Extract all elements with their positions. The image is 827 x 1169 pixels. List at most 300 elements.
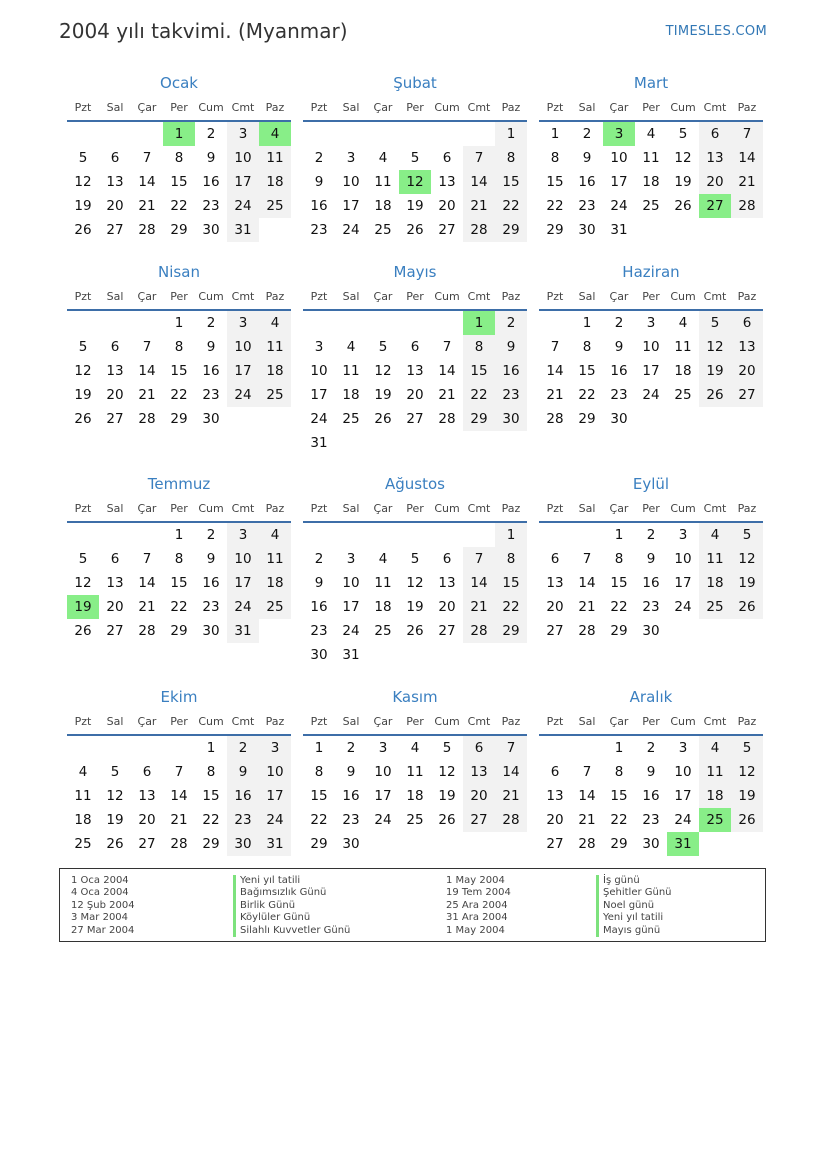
day-cell: 29: [170, 411, 188, 427]
day-cell: 14: [463, 571, 495, 595]
day-cell: 2: [206, 527, 216, 543]
legend-date: 31 Ara 2004: [446, 912, 508, 924]
day-cell: 21: [438, 387, 456, 403]
day-cell: 10: [342, 575, 360, 591]
day-cell: 18: [374, 599, 392, 615]
weekday-label: Per: [406, 101, 424, 114]
day-cell: 5: [410, 150, 420, 166]
day-cell: 1: [614, 740, 624, 756]
empty-day-cell: [367, 431, 399, 455]
weekday-label: Pzt: [74, 101, 92, 114]
empty-day-cell: [367, 523, 399, 547]
day-cell: 22: [610, 599, 628, 615]
day-cell: 3: [227, 523, 259, 547]
week-row: [539, 571, 763, 595]
weekday-label: Sal: [106, 502, 124, 515]
page-title: 2004 yılı takvimi. (Myanmar): [59, 19, 348, 43]
weekday-label: Paz: [265, 502, 285, 515]
day-cell: 8: [174, 150, 184, 166]
day-cell: 11: [642, 150, 660, 166]
empty-day-cell: [699, 832, 731, 856]
day-cell: 6: [699, 122, 731, 146]
day-cell: 28: [138, 623, 156, 639]
legend-date: 1 Oca 2004: [71, 875, 129, 886]
day-cell: 6: [142, 764, 152, 780]
day-cell: 8: [174, 339, 184, 355]
day-cell: 26: [74, 411, 92, 427]
empty-day-cell: [463, 643, 495, 667]
weekday-label: Sal: [578, 101, 596, 114]
day-cell: 11: [342, 363, 360, 379]
legend-date: 27 Mar 2004: [71, 924, 135, 936]
day-cell: 9: [227, 760, 259, 784]
day-cell: 16: [495, 359, 527, 383]
day-cell: 16: [202, 174, 220, 190]
day-cell: 18: [406, 788, 424, 804]
day-cell: 13: [699, 146, 731, 170]
empty-day-cell: [463, 122, 495, 146]
day-cell: 6: [550, 551, 560, 567]
day-cell: 22: [495, 595, 527, 619]
weekday-label: Cmt: [467, 502, 491, 515]
weekday-label: Cum: [434, 502, 460, 515]
weekday-label: Pzt: [310, 290, 328, 303]
weekday-label: Çar: [373, 101, 393, 114]
weekday-label: Paz: [501, 290, 521, 303]
day-cell: 28: [170, 836, 188, 852]
month-title: Kasım: [392, 688, 438, 706]
day-cell: 23: [342, 812, 360, 828]
week-row: [539, 619, 763, 643]
day-cell: 12: [74, 174, 92, 190]
day-cell: 20: [438, 599, 456, 615]
day-cell: 16: [642, 575, 660, 591]
empty-day-cell: [431, 523, 463, 547]
empty-day-cell: [335, 122, 367, 146]
day-cell: 28: [138, 411, 156, 427]
day-cell: 23: [310, 623, 328, 639]
day-cell: 1: [174, 315, 184, 331]
legend-date: 4 Oca 2004: [71, 887, 129, 899]
day-cell: 2: [227, 736, 259, 760]
empty-day-cell: [399, 643, 431, 667]
day-cell: 17: [310, 387, 328, 403]
weekday-label: Sal: [342, 502, 360, 515]
legend-date: 25 Ara 2004: [446, 899, 508, 911]
weekday-label: Paz: [737, 101, 757, 114]
empty-day-cell: [699, 218, 731, 242]
legend-names-col-2: [596, 875, 672, 937]
week-row: [539, 311, 763, 335]
weekday-label: Cmt: [467, 290, 491, 303]
day-cell: 23: [202, 599, 220, 615]
weekday-label: Sal: [342, 101, 360, 114]
weekday-label: Per: [406, 290, 424, 303]
day-cell: 10: [642, 339, 660, 355]
day-cell: 10: [310, 363, 328, 379]
week-row: [303, 218, 527, 242]
weekday-label: Cum: [670, 101, 696, 114]
empty-day-cell: [539, 736, 571, 760]
day-cell: 29: [495, 218, 527, 242]
week-row: [303, 595, 527, 619]
day-cell: 12: [74, 575, 92, 591]
day-cell: 7: [731, 122, 763, 146]
empty-day-cell: [431, 832, 463, 856]
weekday-label: Paz: [501, 101, 521, 114]
legend-holiday-name: Noel günü: [596, 900, 672, 912]
weekday-label: Cmt: [703, 715, 727, 728]
day-cell: 19: [731, 571, 763, 595]
day-cell: 11: [374, 575, 392, 591]
day-cell: 24: [342, 623, 360, 639]
day-cell: 19: [406, 198, 424, 214]
day-cell: 13: [438, 575, 456, 591]
empty-day-cell: [539, 311, 571, 335]
weekday-label: Paz: [265, 290, 285, 303]
day-cell: 7: [442, 339, 452, 355]
weekday-label: Çar: [137, 290, 157, 303]
day-cell: 9: [206, 551, 216, 567]
empty-day-cell: [699, 407, 731, 431]
empty-day-cell: [731, 218, 763, 242]
day-cell: 28: [463, 619, 495, 643]
legend-dates-col-1: [71, 875, 135, 937]
day-cell: 25: [374, 222, 392, 238]
day-cell: 10: [259, 760, 291, 784]
day-cell: 22: [170, 599, 188, 615]
holiday-day-cell: 4: [259, 122, 291, 146]
day-cell: 25: [406, 812, 424, 828]
empty-day-cell: [495, 832, 527, 856]
week-row: [303, 335, 527, 359]
weekday-label: Pzt: [310, 715, 328, 728]
day-cell: 18: [74, 812, 92, 828]
day-cell: 6: [463, 736, 495, 760]
weekday-label: Per: [170, 101, 188, 114]
day-cell: 12: [731, 760, 763, 784]
weekday-label: Paz: [265, 101, 285, 114]
week-row: [303, 736, 527, 760]
day-cell: 14: [463, 170, 495, 194]
day-cell: 15: [170, 363, 188, 379]
empty-day-cell: [635, 407, 667, 431]
day-cell: 22: [495, 194, 527, 218]
day-cell: 16: [227, 784, 259, 808]
weekday-label: Per: [170, 715, 188, 728]
day-cell: 28: [546, 411, 564, 427]
weekday-header: [67, 497, 291, 523]
day-cell: 9: [206, 339, 216, 355]
day-cell: 6: [110, 339, 120, 355]
month-1: [67, 70, 291, 242]
empty-day-cell: [99, 523, 131, 547]
week-row: [539, 194, 763, 218]
day-cell: 26: [438, 812, 456, 828]
day-cell: 2: [314, 551, 324, 567]
week-row: [539, 784, 763, 808]
weekday-label: Per: [406, 715, 424, 728]
day-cell: 18: [259, 571, 291, 595]
week-row: [539, 595, 763, 619]
weekday-label: Çar: [137, 502, 157, 515]
day-cell: 17: [342, 198, 360, 214]
week-row: [67, 194, 291, 218]
week-row: [67, 383, 291, 407]
day-cell: 8: [495, 146, 527, 170]
day-cell: 7: [463, 547, 495, 571]
day-cell: 12: [374, 363, 392, 379]
weekday-label: Sal: [106, 715, 124, 728]
legend-date: 12 Şub 2004: [71, 899, 135, 911]
week-row: [303, 643, 527, 667]
day-cell: 8: [614, 551, 624, 567]
day-cell: 30: [342, 836, 360, 852]
empty-day-cell: [303, 523, 335, 547]
day-cell: 23: [202, 198, 220, 214]
holiday-day-cell: 1: [163, 122, 195, 146]
weekday-label: Çar: [137, 715, 157, 728]
empty-day-cell: [463, 832, 495, 856]
day-cell: 24: [610, 198, 628, 214]
day-cell: 12: [438, 764, 456, 780]
weekday-label: Cum: [434, 290, 460, 303]
weekday-label: Cmt: [467, 715, 491, 728]
day-cell: 9: [646, 551, 656, 567]
weekday-label: Per: [170, 290, 188, 303]
day-cell: 17: [610, 174, 628, 190]
day-cell: 21: [731, 170, 763, 194]
weekday-label: Cmt: [231, 290, 255, 303]
legend-holiday-name: Yeni yıl tatili: [233, 875, 350, 887]
day-cell: 10: [227, 547, 259, 571]
legend-holiday-name: Şehitler Günü: [596, 887, 672, 899]
month-title: Ağustos: [385, 475, 445, 493]
day-cell: 15: [495, 571, 527, 595]
weekday-label: Pzt: [74, 290, 92, 303]
day-cell: 29: [170, 222, 188, 238]
day-cell: 22: [578, 387, 596, 403]
week-row: [303, 431, 527, 455]
day-cell: 9: [314, 174, 324, 190]
day-cell: 20: [106, 599, 124, 615]
empty-day-cell: [99, 736, 131, 760]
day-cell: 6: [442, 150, 452, 166]
day-cell: 1: [495, 122, 527, 146]
day-cell: 12: [74, 363, 92, 379]
legend-dates-col-2: [446, 875, 511, 937]
empty-day-cell: [731, 407, 763, 431]
day-cell: 29: [202, 836, 220, 852]
day-cell: 3: [678, 527, 688, 543]
week-row: [303, 407, 527, 431]
weekday-label: Çar: [609, 290, 629, 303]
legend-holiday-name: Birlik Günü: [233, 900, 350, 912]
day-cell: 9: [314, 575, 324, 591]
weekday-label: Per: [642, 715, 660, 728]
day-cell: 26: [731, 595, 763, 619]
week-row: [67, 122, 291, 146]
empty-day-cell: [539, 523, 571, 547]
day-cell: 12: [106, 788, 124, 804]
empty-day-cell: [635, 218, 667, 242]
day-cell: 28: [463, 218, 495, 242]
holiday-day-cell: 31: [667, 832, 699, 856]
day-cell: 27: [546, 836, 564, 852]
day-cell: 28: [138, 222, 156, 238]
weekday-label: Pzt: [74, 502, 92, 515]
day-cell: 11: [699, 760, 731, 784]
day-cell: 10: [610, 150, 628, 166]
empty-day-cell: [571, 736, 603, 760]
weekday-label: Pzt: [546, 715, 564, 728]
empty-day-cell: [367, 832, 399, 856]
week-row: [539, 832, 763, 856]
day-cell: 5: [442, 740, 452, 756]
day-cell: 27: [106, 623, 124, 639]
day-cell: 21: [170, 812, 188, 828]
day-cell: 17: [674, 575, 692, 591]
day-cell: 15: [310, 788, 328, 804]
day-cell: 8: [314, 764, 324, 780]
day-cell: 9: [614, 339, 624, 355]
day-cell: 29: [310, 836, 328, 852]
legend-holiday-name: Yeni yıl tatili: [596, 912, 672, 924]
day-cell: 24: [227, 194, 259, 218]
weekday-label: Pzt: [546, 101, 564, 114]
day-cell: 17: [342, 599, 360, 615]
day-cell: 10: [227, 335, 259, 359]
day-cell: 4: [259, 523, 291, 547]
month-title: Temmuz: [147, 475, 211, 493]
weekday-label: Paz: [501, 715, 521, 728]
day-cell: 22: [463, 383, 495, 407]
holiday-day-cell: 1: [463, 311, 495, 335]
day-cell: 25: [699, 595, 731, 619]
day-cell: 18: [674, 363, 692, 379]
day-cell: 22: [170, 387, 188, 403]
week-row: [539, 736, 763, 760]
week-row: [67, 170, 291, 194]
day-cell: 25: [374, 623, 392, 639]
day-cell: 25: [259, 595, 291, 619]
day-cell: 11: [699, 547, 731, 571]
day-cell: 20: [106, 198, 124, 214]
day-cell: 12: [406, 575, 424, 591]
day-cell: 16: [202, 363, 220, 379]
month-title: Nisan: [158, 263, 200, 281]
day-cell: 4: [378, 551, 388, 567]
week-row: [539, 146, 763, 170]
day-cell: 7: [495, 736, 527, 760]
weekday-label: Sal: [578, 290, 596, 303]
weekday-header: [539, 497, 763, 523]
month-12: [539, 684, 763, 856]
day-cell: 26: [74, 222, 92, 238]
weekday-header: [539, 96, 763, 122]
month-title: Eylül: [632, 475, 670, 493]
week-row: [303, 547, 527, 571]
day-cell: 1: [314, 740, 324, 756]
week-row: [539, 760, 763, 784]
site-link[interactable]: TIMESLES.COM: [665, 24, 767, 39]
week-row: [303, 194, 527, 218]
day-cell: 13: [546, 575, 564, 591]
weekday-label: Cmt: [703, 502, 727, 515]
day-cell: 23: [642, 812, 660, 828]
day-cell: 30: [227, 832, 259, 856]
weekday-label: Sal: [106, 290, 124, 303]
day-cell: 15: [495, 170, 527, 194]
month-title: Ekim: [160, 688, 198, 706]
weekday-header: [539, 285, 763, 311]
day-cell: 26: [406, 623, 424, 639]
day-cell: 30: [310, 647, 328, 663]
day-cell: 1: [582, 315, 592, 331]
empty-day-cell: [67, 311, 99, 335]
empty-day-cell: [335, 311, 367, 335]
day-cell: 13: [138, 788, 156, 804]
legend-holiday-name: Bağımsızlık Günü: [233, 887, 350, 899]
empty-day-cell: [259, 619, 291, 643]
empty-day-cell: [399, 122, 431, 146]
empty-day-cell: [259, 407, 291, 431]
legend-names-col-1: [233, 875, 350, 937]
weekday-label: Cmt: [467, 101, 491, 114]
day-cell: 4: [259, 311, 291, 335]
day-cell: 19: [406, 599, 424, 615]
week-row: [303, 383, 527, 407]
empty-day-cell: [335, 523, 367, 547]
day-cell: 15: [610, 788, 628, 804]
legend-date: 1 May 2004: [446, 875, 505, 886]
weekday-header: [303, 497, 527, 523]
weekday-label: Cmt: [231, 502, 255, 515]
empty-day-cell: [463, 431, 495, 455]
week-row: [303, 808, 527, 832]
day-cell: 3: [259, 736, 291, 760]
weekday-label: Sal: [578, 715, 596, 728]
weekday-label: Per: [642, 502, 660, 515]
day-cell: 19: [374, 387, 392, 403]
empty-day-cell: [259, 218, 291, 242]
day-cell: 5: [110, 764, 120, 780]
week-row: [539, 170, 763, 194]
day-cell: 13: [406, 363, 424, 379]
empty-day-cell: [431, 431, 463, 455]
week-row: [303, 619, 527, 643]
week-row: [67, 311, 291, 335]
weekday-label: Cum: [198, 502, 224, 515]
day-cell: 1: [206, 740, 216, 756]
day-cell: 4: [78, 764, 88, 780]
day-cell: 5: [410, 551, 420, 567]
weekday-label: Paz: [265, 715, 285, 728]
month-7: [67, 471, 291, 643]
week-row: [303, 760, 527, 784]
day-cell: 16: [310, 599, 328, 615]
empty-day-cell: [99, 311, 131, 335]
empty-day-cell: [367, 122, 399, 146]
day-cell: 25: [259, 383, 291, 407]
empty-day-cell: [67, 736, 99, 760]
day-cell: 29: [463, 407, 495, 431]
week-row: [67, 547, 291, 571]
week-row: [67, 146, 291, 170]
weekday-label: Cum: [198, 290, 224, 303]
day-cell: 2: [495, 311, 527, 335]
empty-day-cell: [667, 619, 699, 643]
